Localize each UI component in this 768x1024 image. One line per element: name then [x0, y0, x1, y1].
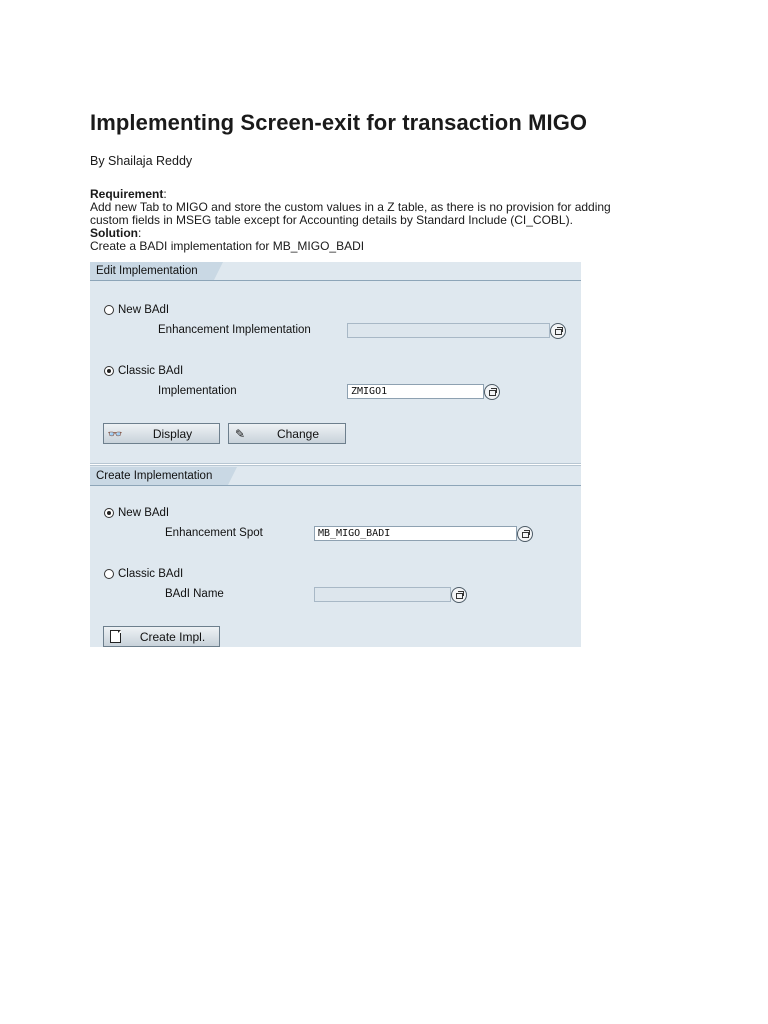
group-divider [90, 485, 581, 486]
badi-name-input[interactable] [314, 587, 451, 602]
sap-badi-screenshot [90, 262, 581, 647]
create-implementation-tab: Create Implementation [90, 467, 228, 486]
pencil-icon: ✎ [234, 426, 246, 441]
edit-classic-badi-option[interactable] [104, 365, 183, 377]
create-new-badi-option[interactable] [104, 507, 169, 519]
value-help-icon[interactable] [451, 587, 467, 603]
create-classic-badi-label: Classic BAdI [118, 568, 184, 580]
solution-colon: : [138, 226, 142, 240]
value-help-icon[interactable] [484, 384, 500, 400]
enhancement-spot-input[interactable]: MB_MIGO_BADI [314, 526, 517, 541]
edit-classic-badi-radio[interactable] [104, 366, 114, 376]
create-classic-badi-option[interactable] [104, 568, 183, 580]
glasses-icon: 👓 [107, 426, 123, 441]
create-classic-badi-radio[interactable] [104, 569, 114, 579]
enhancement-implementation-label: Enhancement Implementation [158, 324, 311, 336]
requirement-heading: Requirement [90, 187, 164, 201]
requirement-colon: : [163, 187, 167, 201]
edit-new-badi-label: New BAdI [118, 304, 170, 316]
implementation-label: Implementation [158, 385, 237, 397]
value-help-icon[interactable] [517, 526, 533, 542]
group-divider [90, 280, 581, 281]
edit-implementation-tab: Edit Implementation [90, 262, 214, 281]
document-body [90, 188, 670, 253]
solution-text: Create a BADI implementation for MB_MIGO_BADI [90, 239, 365, 253]
edit-new-badi-radio[interactable] [104, 305, 114, 315]
create-impl-button-label: Create Impl. [139, 629, 206, 644]
change-button[interactable] [228, 423, 346, 444]
section-separator [90, 463, 581, 466]
document-icon [104, 630, 126, 643]
solution-heading: Solution [90, 226, 138, 240]
page-title: Implementing Screen-exit for transaction MIGO [90, 110, 588, 135]
display-button[interactable] [103, 423, 220, 444]
display-button-label: Display [152, 426, 193, 441]
create-implementation-group [90, 467, 581, 647]
requirement-text-line: Add new Tab to MIGO and store the custom values in a Z table, as there is no provision for adding [90, 200, 611, 214]
enhancement-spot-label: Enhancement Spot [165, 527, 263, 539]
edit-implementation-group [90, 262, 581, 462]
requirement-text-line: custom fields in MSEG table except for Accounting details by Standard Include (CI_COBL). [90, 213, 573, 227]
implementation-input[interactable]: ZMIGO1 [347, 384, 484, 399]
badi-name-label: BAdI Name [165, 588, 224, 600]
edit-classic-badi-label: Classic BAdI [118, 365, 184, 377]
create-new-badi-label: New BAdI [118, 507, 170, 519]
enhancement-implementation-input[interactable] [347, 323, 550, 338]
create-new-badi-radio[interactable] [104, 508, 114, 518]
value-help-icon[interactable] [550, 323, 566, 339]
edit-new-badi-option[interactable] [104, 304, 169, 316]
author-byline: By Shailaja Reddy [90, 154, 193, 168]
change-button-label: Change [276, 426, 320, 441]
create-impl-button[interactable] [103, 626, 220, 647]
